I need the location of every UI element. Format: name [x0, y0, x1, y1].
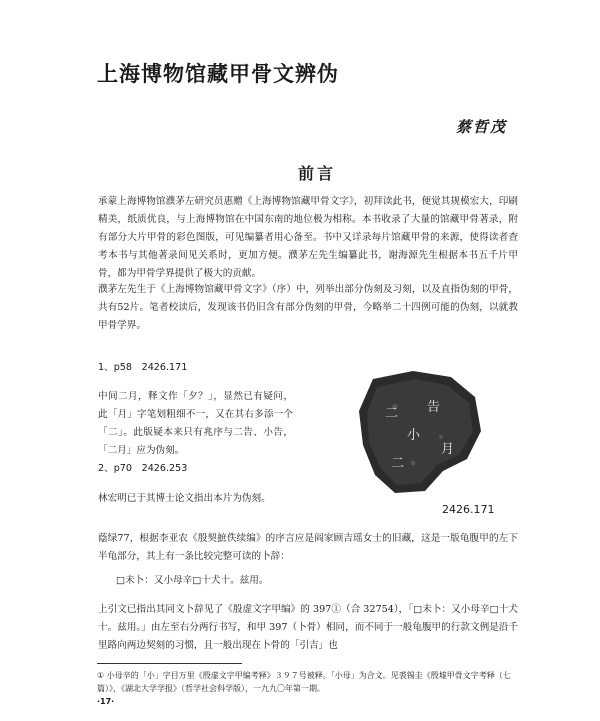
image-caption: 2426.171	[442, 503, 495, 516]
rubbing-glyph: 二	[385, 406, 399, 421]
paragraph-intro: 承蒙上海博物馆濮茅左研究员惠赠《上海博物馆藏甲骨文字》，初拜读此书，便觉其规模宏大，印刷精美，纸质优良，与上海博物馆在中国东南的地位极为相称。本书收录了大量的馆藏甲骨著录，附有部分大片甲骨的彩色图版，可见编纂者用心备至。书中又详录每片馆藏甲骨的来源，使得读者查考本书与其他著录间见关系时，更加方便。濮茅左先生编纂此书，谢海源先生根据本书五千片甲骨，都为甲骨学界提供了极大的贡献。	[98, 196, 518, 279]
paragraph-intro-2: 濮茅左先生于《上海博物馆藏甲骨文字》（序）中，列举出部分伪刻及习刻，以及直指伪刻的甲骨，共有52片。笔者校读后，发现该书仍旧含有部分伪刻的甲骨，今略举二十四例可能的伪刻，以就教甲骨学界。	[98, 284, 518, 331]
footnote-divider	[97, 663, 242, 664]
rubbing-glyph: 告	[427, 400, 441, 415]
rubbing-glyph: 二	[391, 456, 405, 471]
section-heading: 前言	[298, 164, 337, 183]
article-title: 上海博物馆藏甲骨文辨伪	[97, 62, 339, 86]
inscription-quote: □未卜：又小母辛□十犬十。兹用。	[116, 575, 269, 586]
footnote: ① 小母辛的「小」字目万里《殷虚文字甲编考释》３９７号被释。「小母」为合文。见裘锡圭《殷墟甲骨文字考释（七篇）》，《湖北大学学报》（哲学社会科学版），一九九〇年第一期。	[97, 671, 511, 693]
paragraph-item-3-continued: 上引文已指出其同文卜辞见了《殷虚文字甲编》的 397①（合 32754），「□未卜：又小母辛□十犬十。兹用。」由左至右分两行书写，和甲 397（卜骨）相同，而不同于一般龟腹甲的行款文例是沿千里路向两边契刻的习惯，且一般出现在卜骨的「引吉」也	[98, 604, 518, 651]
paragraph-item-1: 中间二月，释文作「夕？」，显然已有疑问，此「月」字笔划粗细不一，又在其右多添一个「二」。此版疑本来只有兆序与二告、小告，「二月」应为伪刻。	[98, 391, 293, 456]
paragraph-item-2: 林宏明已于其博士论文指出本片为伪刻。	[98, 493, 271, 504]
rubbing-glyph: 小	[407, 428, 421, 443]
page-number: ·17·	[97, 697, 115, 706]
oracle-bone-rubbing-image	[355, 367, 485, 497]
item-reference-1: 1、p58 2426.171	[98, 362, 188, 373]
author-name: 蔡哲茂	[456, 118, 508, 136]
rubbing-glyph: 月	[441, 442, 455, 457]
paragraph-item-3: 蔭绿77，根据李亚农《殷契摭佚续编》的序言应是阎家顾吉瑶女士的旧藏，这是一版龟腹甲的左下半龟部分，其上有一条比较完整可读的卜辞：	[98, 533, 518, 562]
item-reference-2: 2、p70 2426.253	[98, 463, 188, 474]
